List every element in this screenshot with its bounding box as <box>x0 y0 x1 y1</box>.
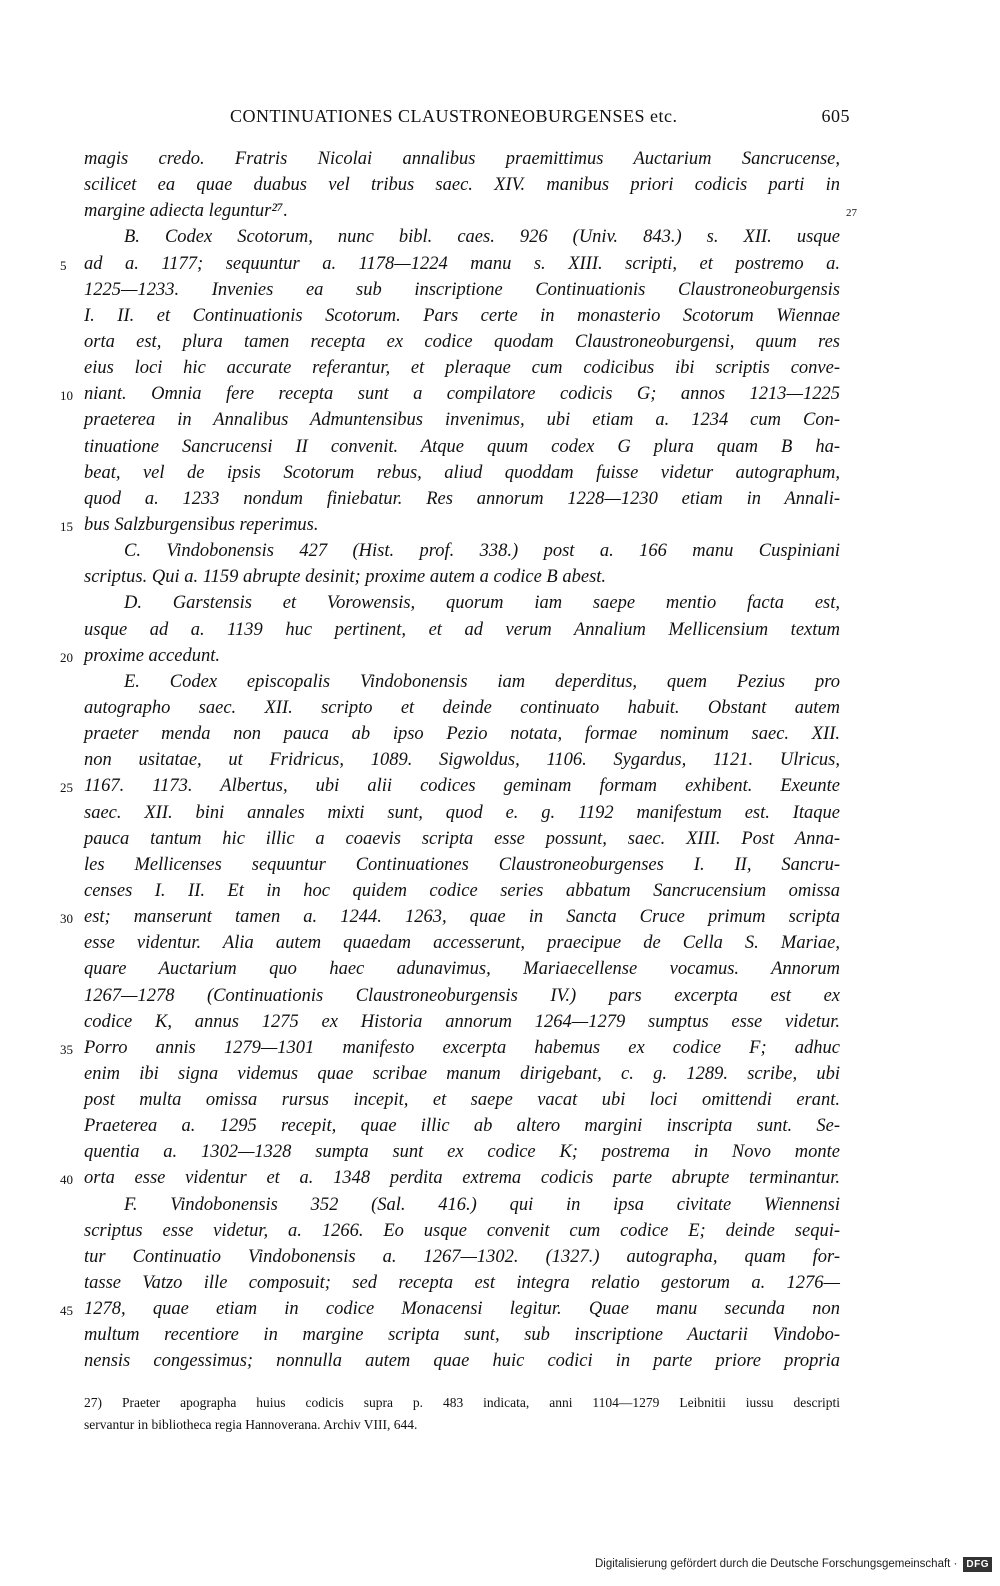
text-line <box>0 1348 1000 1374</box>
line-number: 25 <box>60 780 73 796</box>
line-text: quare Auctarium quo haec adunavimus, Mariaecellense vocamus. Annorum <box>84 959 840 980</box>
line-text: saec. XII. bini annales mixti sunt, quod e. g. 1192 manifestum est. Itaque <box>84 802 840 823</box>
line-text: enim ibi signa videmus quae scribae manum dirigebant, c. g. 1289. scribe, ubi <box>84 1063 840 1084</box>
line-text: multum recentiore in margine scripta sunt, sub inscriptione Auctarii Vindobo- <box>84 1325 840 1346</box>
text-line <box>0 695 1000 721</box>
line-text: tinuatione Sancrucensi II convenit. Atque quum codex G plura quam B ha- <box>84 436 840 457</box>
line-text: scilicet ea quae duabus vel tribus saec. XIV. manibus priori codicis parti in <box>84 175 840 196</box>
line-number: 20 <box>60 649 73 665</box>
line-text: est; manserunt tamen a. 1244. 1263, quae in Sancta Cruce primum scripta <box>84 907 840 928</box>
line-text: magis credo. Fratris Nicolai annalibus praemittimus Auctarium Sancrucense, <box>84 149 840 169</box>
text-line <box>0 329 1000 355</box>
text-line <box>0 146 1000 172</box>
line-number: 10 <box>60 388 73 404</box>
line-text: quentia a. 1302—1328 sumpta sunt ex codice K; postrema in Novo monte <box>84 1142 840 1163</box>
line-text: 1225—1233. Invenies ea sub inscriptione Continuationis Claustroneoburgensis <box>84 279 840 300</box>
line-text: Praeterea a. 1295 recepit, quae illic ab altero margini inscripta sunt. Se- <box>84 1116 840 1137</box>
footnote-line: servantur in bibliotheca regia Hannoverana. Archiv VIII, 644. <box>84 1417 418 1432</box>
text-line <box>0 303 1000 329</box>
text-line <box>0 172 1000 198</box>
dfg-logo: DFG <box>963 1557 992 1572</box>
line-text: 1267—1278 (Continuationis Claustroneoburgensis IV.) pars excerpta est ex <box>84 985 840 1006</box>
footnote-line: 27) Praeter apographa huius codicis supra p. 483 indicata, anni 1104—1279 Leibnitii iussu descripti <box>84 1395 840 1410</box>
text-line <box>0 1296 1000 1322</box>
text-line <box>0 747 1000 773</box>
text-line <box>0 669 1000 695</box>
line-text: esse videntur. Alia autem quaedam accesserunt, praecipue de Cella S. Mariae, <box>84 933 840 954</box>
text-line <box>0 512 1000 538</box>
text-line <box>0 1061 1000 1087</box>
text-line <box>0 538 1000 564</box>
text-line <box>0 564 1000 590</box>
digitization-credit <box>595 1554 992 1574</box>
text-line <box>0 486 1000 512</box>
text-line <box>0 983 1000 1009</box>
line-text: non usitatae, ut Fridricus, 1089. Sigwoldus, 1106. Sygardus, 1121. Ulricus, <box>84 750 840 771</box>
line-text: nensis congessimus; nonnulla autem quae huic codici in parte priore propria <box>84 1351 840 1372</box>
line-text: praeterea in Annalibus Admuntensibus invenimus, ubi etiam a. 1234 cum Con- <box>84 410 840 431</box>
line-text: B. Codex Scotorum, nunc bibl. caes. 926 (Univ. 843.) s. XII. usque <box>124 227 840 248</box>
text-line <box>0 590 1000 616</box>
text-line <box>0 1087 1000 1113</box>
line-text: proxime accedunt. <box>84 645 220 666</box>
text-line <box>0 381 1000 407</box>
body-text <box>0 146 1000 1375</box>
footnote-marker: 27 <box>846 207 857 220</box>
text-line <box>0 1322 1000 1348</box>
line-text: niant. Omnia fere recepta sunt a compilatore codicis G; annos 1213—1225 <box>84 384 840 405</box>
text-line <box>0 1192 1000 1218</box>
text-line <box>0 1139 1000 1165</box>
line-number: 40 <box>60 1172 73 1188</box>
line-text: scriptus esse videtur, a. 1266. Eo usque convenit cum codice E; deinde sequi- <box>84 1220 840 1241</box>
text-line <box>0 251 1000 277</box>
line-number: 5 <box>60 257 67 273</box>
text-line <box>0 956 1000 982</box>
text-line <box>0 277 1000 303</box>
line-number: 35 <box>60 1041 73 1057</box>
text-line <box>0 460 1000 486</box>
text-line <box>0 721 1000 747</box>
line-text: praeter menda non pauca ab ipso Pezio notata, formae nominum saec. XII. <box>84 724 840 745</box>
credit-text: Digitalisierung gefördert durch die Deutsche Forschungsgemeinschaft · <box>594 1558 958 1570</box>
text-line <box>0 1165 1000 1191</box>
line-text: eius loci hic accurate referantur, et pleraque cum codicibus ibi scriptis conve- <box>84 358 840 379</box>
line-number: 15 <box>60 518 73 534</box>
text-line <box>0 224 1000 250</box>
text-line <box>0 1218 1000 1244</box>
running-title: CONTINUATIONES CLAUSTRONEOBURGENSES etc. <box>230 106 678 126</box>
text-line <box>0 826 1000 852</box>
text-line <box>0 878 1000 904</box>
line-text: beat, vel de ipsis Scotorum rebus, aliud quoddam fuisse videtur autographum, <box>84 462 840 483</box>
text-line <box>0 407 1000 433</box>
line-text: orta est, plura tamen recepta ex codice quodam Claustroneoburgensi, quum res <box>84 331 840 352</box>
text-line <box>0 930 1000 956</box>
line-text: codice K, annus 1275 ex Historia annorum 1264—1279 sumptus esse videtur. <box>84 1011 840 1032</box>
text-line <box>0 773 1000 799</box>
text-line <box>0 643 1000 669</box>
page-header <box>230 106 850 130</box>
line-text: C. Vindobonensis 427 (Hist. prof. 338.) post a. 166 manu Cuspiniani <box>124 541 840 562</box>
page-number: 605 <box>821 106 850 126</box>
line-text: scriptus. Qui a. 1159 abrupte desinit; proxime autem a codice B abest. <box>84 567 607 588</box>
line-text: ad a. 1177; sequuntur a. 1178—1224 manu s. XIII. scripti, et postremo a. <box>84 253 840 274</box>
text-line <box>0 617 1000 643</box>
line-text: 1278, quae etiam in codice Monacensi legitur. Quae manu secunda non <box>84 1299 840 1320</box>
line-text: post multa omissa rursus incepit, et saepe vacat ubi loci omittendi erant. <box>84 1090 840 1111</box>
line-text: censes I. II. Et in hoc quidem codice series abbatum Sancrucensium omissa <box>84 880 840 901</box>
line-number: 45 <box>60 1303 73 1319</box>
text-line <box>0 198 1000 224</box>
line-text: bus Salzburgensibus reperimus. <box>84 514 319 535</box>
text-line <box>0 1270 1000 1296</box>
line-text: tasse Vatzo ille composuit; sed recepta est integra relatio gestorum a. 1276— <box>84 1273 840 1294</box>
text-line <box>0 852 1000 878</box>
line-number: 30 <box>60 911 73 927</box>
line-text: D. Garstensis et Vorowensis, quorum iam saepe mentio facta est, <box>124 593 840 614</box>
line-text: 1167. 1173. Albertus, ubi alii codices geminam formam exhibent. Exeunte <box>84 776 840 797</box>
text-line <box>0 1244 1000 1270</box>
line-text: orta esse videntur et a. 1348 perdita extrema codicis parte abrupte terminantur. <box>84 1168 840 1189</box>
line-text: I. II. et Continuationis Scotorum. Pars certe in monasterio Scotorum Wiennae <box>84 305 840 326</box>
text-line <box>0 904 1000 930</box>
text-line <box>0 1035 1000 1061</box>
text-line <box>0 355 1000 381</box>
line-text: margine adiecta leguntur²⁷. <box>84 201 288 222</box>
text-line <box>0 1009 1000 1035</box>
line-text: tur Continuatio Vindobonensis a. 1267—1302. (1327.) autographa, quam for- <box>84 1246 840 1267</box>
line-text: Porro annis 1279—1301 manifesto excerpta habemus ex codice F; adhuc <box>84 1037 840 1058</box>
text-line <box>0 1113 1000 1139</box>
line-text: E. Codex episcopalis Vindobonensis iam deperditus, quem Pezius pro <box>124 671 840 692</box>
text-line <box>0 434 1000 460</box>
footnote <box>84 1392 840 1436</box>
line-text: quod a. 1233 nondum finiebatur. Res annorum 1228—1230 etiam in Annali- <box>84 488 840 509</box>
line-text: usque ad a. 1139 huc pertinent, et ad verum Annalium Mellicensium textum <box>84 619 840 640</box>
line-text: F. Vindobonensis 352 (Sal. 416.) qui in ipsa civitate Wiennensi <box>124 1194 840 1215</box>
line-text: autographo saec. XII. scripto et deinde continuato habuit. Obstant autem <box>84 697 840 718</box>
text-line <box>0 800 1000 826</box>
line-text: pauca tantum hic illic a coaevis scripta esse possunt, saec. XIII. Post Anna- <box>84 828 840 849</box>
line-text: les Mellicenses sequuntur Continuationes Claustroneoburgenses I. II, Sancru- <box>84 854 840 875</box>
